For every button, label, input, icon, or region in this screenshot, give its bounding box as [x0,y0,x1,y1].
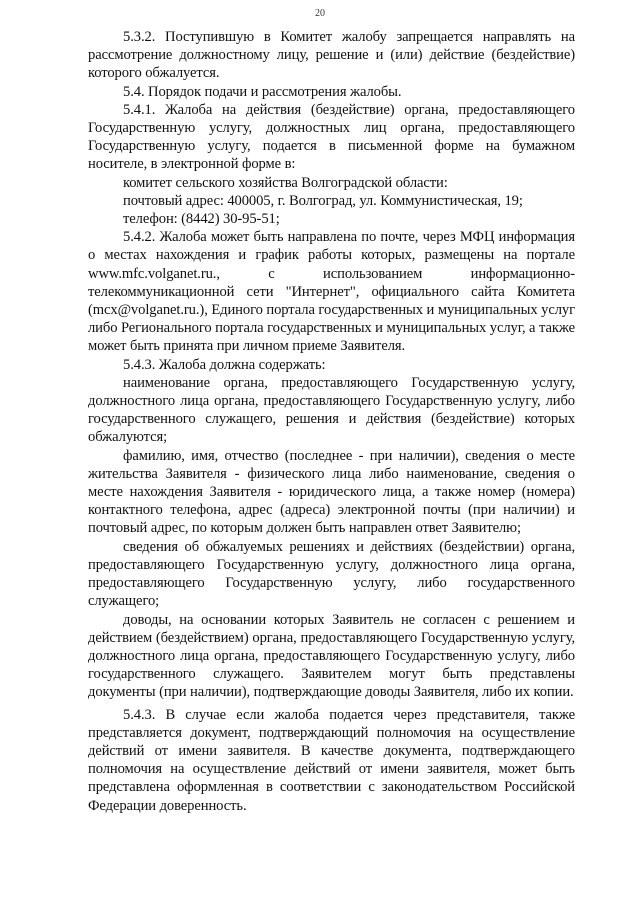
paragraph-decisions-info: сведения об обжалуемых решениях и действиях (бездействии) органа, предоставляющего Государственную услугу, должностного лица органа, предоставляющего Государственную услугу, либо государственного служащего; [88,538,575,610]
page-number: 20 [315,8,325,19]
paragraph-5-4-heading: 5.4. Порядок подачи и рассмотрения жалобы. [123,83,402,100]
paragraph-5-4-1: 5.4.1. Жалоба на действия (бездействие) органа, предоставляющего Государственную услугу, должностных лиц органа, предоставляющего Государственную услугу, подается в письменной форме на бумажном носителе, в электронной форме в: [88,101,575,173]
paragraph-phone: телефон: (8442) 30-95-51; [123,211,280,228]
paragraph-organ-name: наименование органа, предоставляющего Государственную услугу, должностного лица органа, предоставляющего Государственную услугу, либо государственного служащего, решения и действия (бездействие) которых обжалуются; [88,374,575,446]
paragraph-5-3-2: 5.3.2. Поступившую в Комитет жалобу запрещается направлять на рассмотрение должностному лицу, решение и (или) действие (бездействие) которого обжалуется. [88,29,575,82]
paragraph-5-4-2: 5.4.2. Жалоба может быть направлена по почте, через МФЦ информация о местах нахождения и график работы которых, размещены на портале www.mfc.volganet.ru., с использованием информационно-телекоммуникационной сети "Интернет", официального сайта Комитета (mcx@volganet.ru.), Единого портала государственных и муниципальных услуг либо Регионального портала государственных и муниципальных услуг, а также может быть принята при личном приеме Заявителя. [88,229,575,355]
paragraph-committee-name: комитет сельского хозяйства Волгоградской области: [123,174,448,191]
document-body [88,28,575,815]
paragraph-5-4-3-heading: 5.4.3. Жалоба должна содержать: [123,356,326,373]
paragraph-postal-address: почтовый адрес: 400005, г. Волгоград, ул. Коммунистическая, 19; [123,192,523,209]
paragraph-applicant-info: фамилию, имя, отчество (последнее - при наличии), сведения о месте жительства Заявителя - физического лица либо наименование, сведения о месте нахождения Заявителя - юридического лица, а также номер (номера) контактного телефона, адрес (адреса) электронной почты (при наличии) и почтовый адрес, по которым должен быть направлен ответ Заявителю; [88,447,575,537]
paragraph-representative: 5.4.3. В случае если жалоба подается через представителя, также представляется документ, подтверждающий полномочия на осуществление действий от имени заявителя. В качестве документа, подтверждающего полномочия на осуществление действий от имени заявителя, может быть представлена оформленная в соответствии с законодательством Российской Федерации доверенность. [88,706,575,814]
paragraph-arguments: доводы, на основании которых Заявитель не согласен с решением и действием (бездействием) органа, предоставляющего Государственную услугу, должностного лица органа, предоставляющего Государственную услугу, либо государственного служащего. Заявителем могут быть представлены документы (при наличии), подтверждающие доводы Заявителя, либо их копии. [88,611,575,701]
